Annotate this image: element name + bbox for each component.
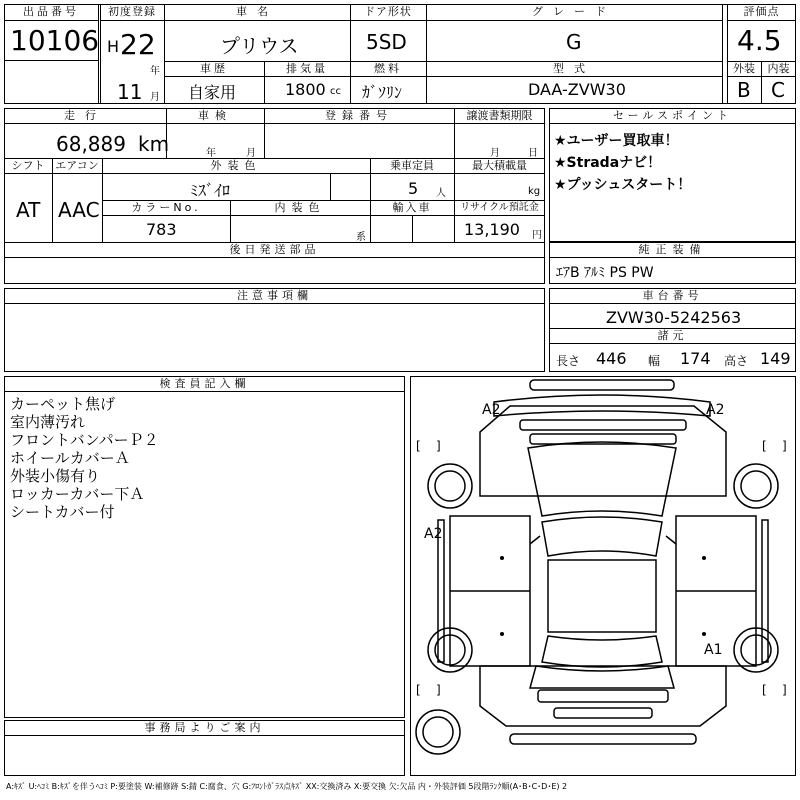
- interior-rating: C: [771, 78, 785, 102]
- shift: AT: [16, 198, 41, 222]
- chassis-number: ZVW30-5242563: [606, 308, 742, 327]
- ext-color-label: 外装色: [210, 159, 262, 172]
- mileage-unit: km: [138, 132, 170, 156]
- reg-year: 22: [120, 28, 156, 61]
- mileage-label: 走行: [64, 109, 106, 122]
- divider: [722, 4, 723, 104]
- displacement: 1800: [285, 80, 326, 99]
- history-label: 車歴: [200, 62, 228, 75]
- sales-point-item: ★Stradaナビ！: [554, 155, 662, 171]
- divider: [549, 303, 796, 304]
- header-label-divider-3: [727, 20, 796, 21]
- door-type: 5SD: [366, 30, 407, 54]
- divider: [4, 123, 545, 124]
- recycle-label: リサイクル預託金: [460, 202, 539, 213]
- legend: A:ｷｽﾞ U:ﾍｺﾐ B:ｷｽﾞを伴うﾍｺﾐ P:要塗装 W:補修跡 S:錆 C:腐食、穴 G:ﾌﾛﾝﾄｶﾞﾗｽ点ｷｽﾞ XX:交換済み X:要交換 欠:欠品 内・外装評価 5段階ﾗﾝｸ順(A･B･C･D･E) 2: [6, 782, 568, 791]
- inspector-note: フロントバンパーＰ２: [10, 431, 159, 449]
- svg-text:[: [: [416, 683, 421, 697]
- ext-color: ﾐｽﾞｲﾛ: [190, 181, 231, 200]
- divider: [412, 215, 413, 242]
- color-no-label: カラーNo.: [131, 201, 201, 214]
- caution-label: 注意事項欄: [237, 289, 312, 302]
- shift-label: シフト: [11, 159, 45, 172]
- ac-label: エアコン: [55, 159, 99, 172]
- chassis-label: 車台番号: [642, 289, 703, 302]
- svg-text:[: [: [762, 439, 767, 453]
- history: 自家用: [188, 83, 237, 102]
- divider: [164, 4, 165, 104]
- first-reg-label: 初度登録: [108, 5, 156, 18]
- inspector-note: 室内薄汚れ: [10, 413, 86, 431]
- divider: [4, 173, 545, 174]
- era-prefix: H: [107, 37, 120, 56]
- divider: [4, 257, 545, 258]
- recycle-unit: 円: [532, 230, 542, 241]
- load-label: 最大積載量: [472, 159, 527, 172]
- inspector-label: 検査員記入欄: [159, 377, 250, 390]
- divider: [549, 123, 796, 124]
- divider: [100, 4, 101, 104]
- displacement-label: 排気量: [286, 62, 328, 75]
- color-no: 783: [146, 220, 177, 239]
- damage-mark: A2: [424, 526, 443, 542]
- damage-mark: A2: [706, 402, 725, 418]
- load-unit: kg: [528, 186, 541, 197]
- damage-mark: A2: [482, 402, 501, 418]
- svg-text:[: [: [416, 439, 421, 453]
- month-unit: 月: [150, 92, 160, 103]
- car-name: プリウス: [220, 34, 299, 58]
- transfer-month-unit: 月: [490, 148, 500, 159]
- header-label-divider-2: [100, 20, 722, 21]
- int-color-label: 内装色: [274, 201, 326, 214]
- car-name-label: 車名: [236, 5, 278, 18]
- recycle-amount: 13,190: [464, 220, 520, 239]
- equipment: ｴｱB ｱﾙﾐ PS PW: [556, 265, 654, 281]
- capacity: 5: [408, 179, 419, 198]
- divider: [4, 60, 98, 61]
- divider: [330, 173, 331, 200]
- fuel-label: 燃料: [374, 62, 402, 75]
- import-label: 輸入車: [392, 201, 432, 214]
- inspection-label: 車検: [198, 109, 232, 122]
- sales-point-item: ★ユーザー買取車！: [554, 133, 679, 149]
- reg-month: 11: [117, 80, 143, 104]
- inspection-month-unit: 月: [246, 148, 256, 159]
- specs-label: 諸元: [657, 329, 688, 342]
- divider: [102, 215, 545, 216]
- reg-no-label: 登録番号: [325, 109, 393, 122]
- exterior-label: 外装: [733, 62, 755, 75]
- score-label: 評価点: [743, 5, 780, 18]
- fuel: ｶﾞｿﾘﾝ: [362, 83, 403, 102]
- score: 4.5: [737, 24, 782, 57]
- svg-text:]: ]: [782, 439, 787, 453]
- year-unit: 年: [150, 66, 160, 77]
- inspection-year-unit: 年: [206, 148, 216, 159]
- divider: [727, 4, 728, 104]
- grade: G: [566, 30, 582, 54]
- office-label: 事務局よりご案内: [144, 721, 265, 734]
- divider: [4, 303, 545, 304]
- divider: [549, 343, 796, 344]
- sales-point-item: ★プッシュスタート！: [554, 177, 692, 193]
- svg-text:]: ]: [436, 683, 441, 697]
- header-label-divider: [4, 20, 98, 21]
- divider: [164, 76, 722, 77]
- length: 446: [596, 349, 627, 368]
- damage-mark: A1: [704, 642, 723, 658]
- svg-text:[: [: [762, 683, 767, 697]
- width-label: 幅: [648, 354, 661, 368]
- equipment-label: 純正装備: [638, 243, 707, 256]
- length-label: 長さ: [556, 354, 581, 368]
- height-label: 高さ: [724, 354, 749, 368]
- interior-label: 内装: [767, 62, 790, 75]
- int-color-unit: 系: [356, 232, 366, 243]
- lot-label: 出品番号: [23, 5, 79, 18]
- sales-point-label: セールスポイント: [612, 109, 732, 122]
- inspector-note: シートカバー付: [10, 503, 115, 521]
- svg-text:]: ]: [782, 683, 787, 697]
- inspector-note: 外装小傷有り: [10, 467, 101, 485]
- inspector-note: ロッカーカバー下Ａ: [10, 485, 145, 503]
- capacity-unit: 人: [436, 188, 446, 199]
- later-parts-label: 後日発送部品: [229, 243, 320, 256]
- displacement-unit: cc: [330, 86, 341, 97]
- svg-text:]: ]: [436, 439, 441, 453]
- car-diagram-drawing: [410, 376, 796, 776]
- height: 149: [760, 349, 791, 368]
- divider: [4, 391, 405, 392]
- transfer-day-unit: 日: [528, 148, 538, 159]
- door-label: ドア形状: [364, 5, 412, 18]
- transfer-deadline-label: 譲渡書類期限: [466, 109, 533, 122]
- ac: AAC: [58, 198, 100, 222]
- mileage: 68,889: [56, 132, 126, 156]
- divider: [549, 257, 796, 258]
- exterior-rating: B: [737, 78, 751, 102]
- divider: [4, 735, 405, 736]
- lot-number: 10106: [10, 24, 100, 57]
- capacity-label: 乗車定員: [390, 159, 434, 172]
- width: 174: [680, 349, 711, 368]
- inspector-note: カーペット焦げ: [10, 395, 116, 413]
- model-code: DAA-ZVW30: [528, 80, 626, 99]
- model-label: 型式: [553, 62, 595, 75]
- inspector-note: ホイールカバーＡ: [10, 449, 130, 467]
- grade-label: グレード: [532, 5, 616, 18]
